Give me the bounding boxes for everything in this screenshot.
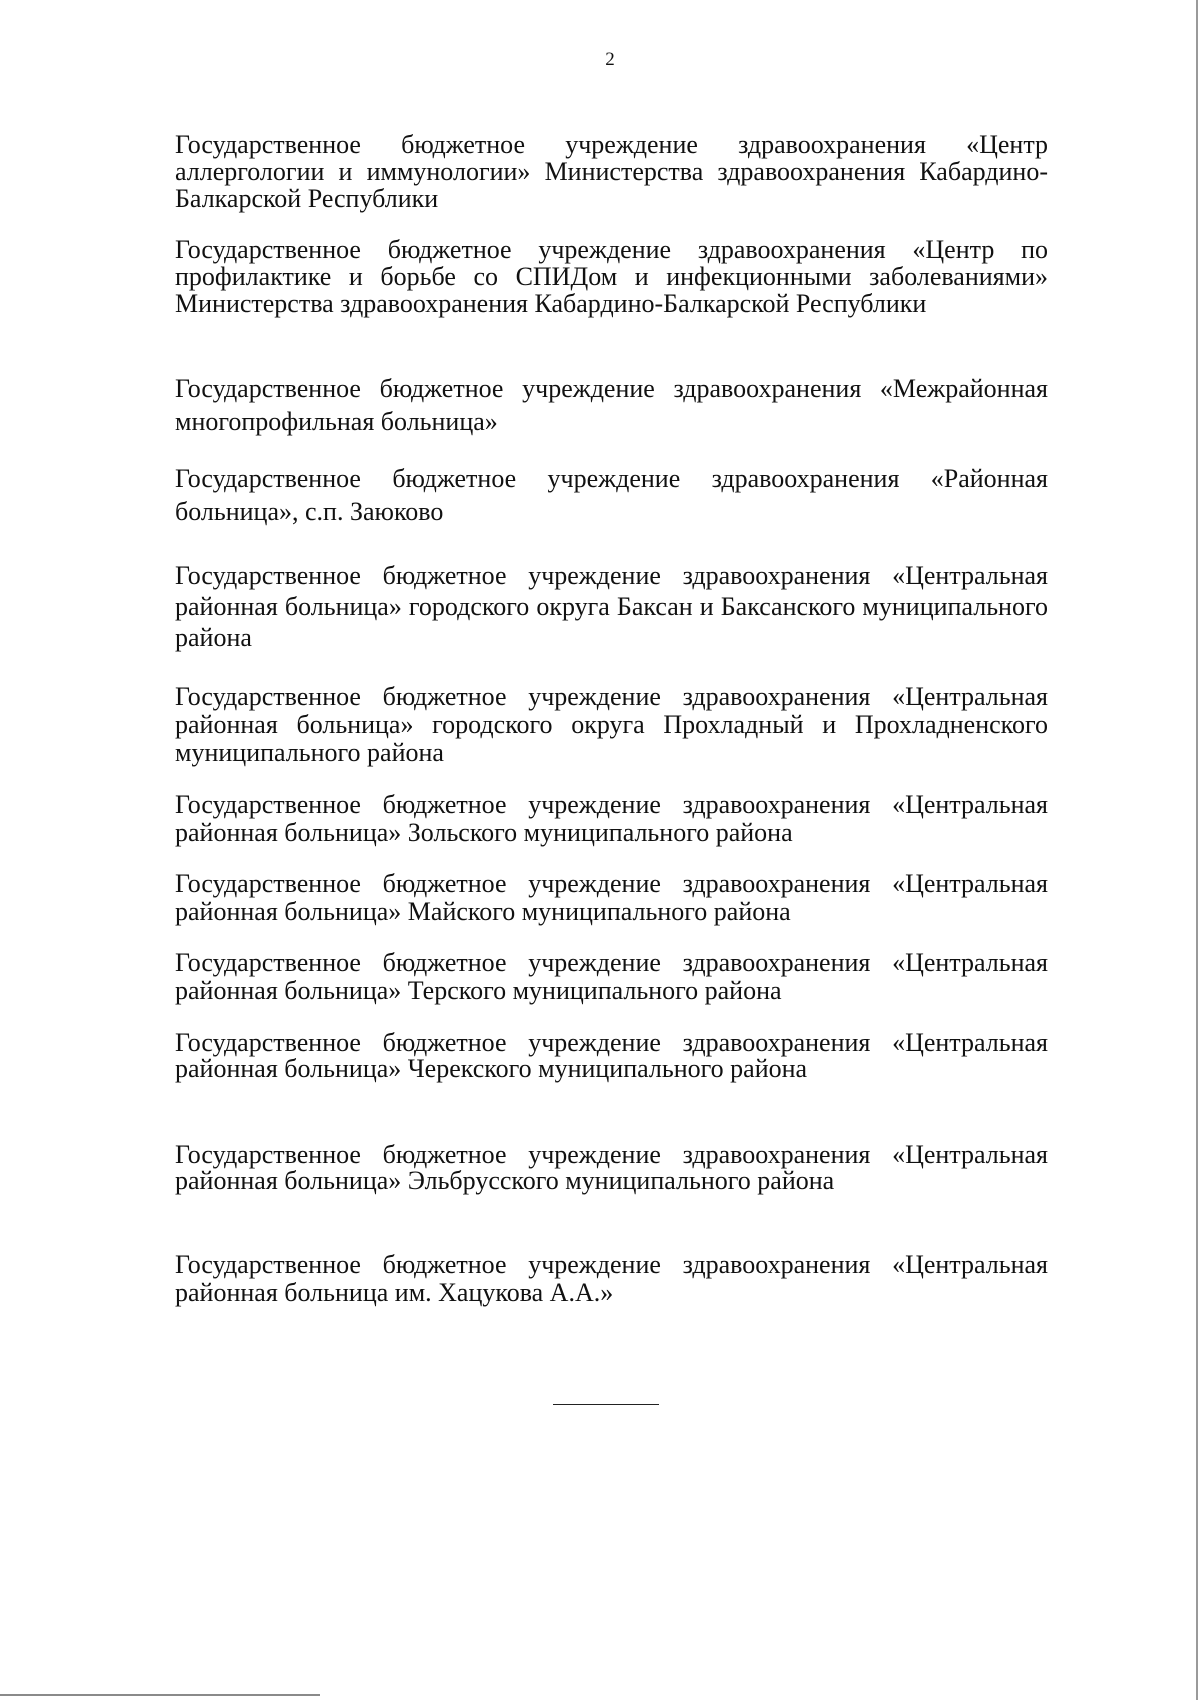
closing-rule xyxy=(553,1404,659,1405)
institution-entry: Государственное бюджетное учреждение здравоохранения «Центральная районная больница» Черекского муниципального района xyxy=(175,1028,1048,1083)
institution-entry: Государственное бюджетное учреждение здравоохранения «Центральная районная больница» Терского муниципального района xyxy=(175,948,1048,1005)
institution-entry: Государственное бюджетное учреждение здравоохранения «Центральная районная больница» Зольского муниципального района xyxy=(175,790,1048,847)
scan-edge-right xyxy=(1196,0,1198,1700)
institution-entry: Государственное бюджетное учреждение здравоохранения «Центр аллергологии и иммунологии» Министерства здравоохранения Кабардино-Балкарской Республики xyxy=(175,130,1048,213)
page-number: 2 xyxy=(605,49,615,70)
institution-entry: Государственное бюджетное учреждение здравоохранения «Районная больница», с.п. Заюково xyxy=(175,464,1048,526)
institution-entry: Государственное бюджетное учреждение здравоохранения «Центр по профилактике и борьбе со СПИДом и инфекционными заболеваниями» Министерства здравоохранения Кабардино-Балкарской Республики xyxy=(175,235,1048,318)
institution-entry: Государственное бюджетное учреждение здравоохранения «Центральная районная больница» городского округа Баксан и Баксанского муниципального района xyxy=(175,561,1048,652)
institution-entry: Государственное бюджетное учреждение здравоохранения «Центральная районная больница» Майского муниципального района xyxy=(175,869,1048,926)
institution-entry: Государственное бюджетное учреждение здравоохранения «Межрайонная многопрофильная больница» xyxy=(175,374,1048,436)
institution-entry: Государственное бюджетное учреждение здравоохранения «Центральная районная больница» городского округа Прохладный и Прохладненского муниципального района xyxy=(175,682,1048,767)
scan-edge-bottom xyxy=(0,1694,320,1696)
institution-entry: Государственное бюджетное учреждение здравоохранения «Центральная районная больница им. Хацукова А.А.» xyxy=(175,1250,1048,1307)
institution-entry: Государственное бюджетное учреждение здравоохранения «Центральная районная больница» Эльбрусского муниципального района xyxy=(175,1140,1048,1195)
